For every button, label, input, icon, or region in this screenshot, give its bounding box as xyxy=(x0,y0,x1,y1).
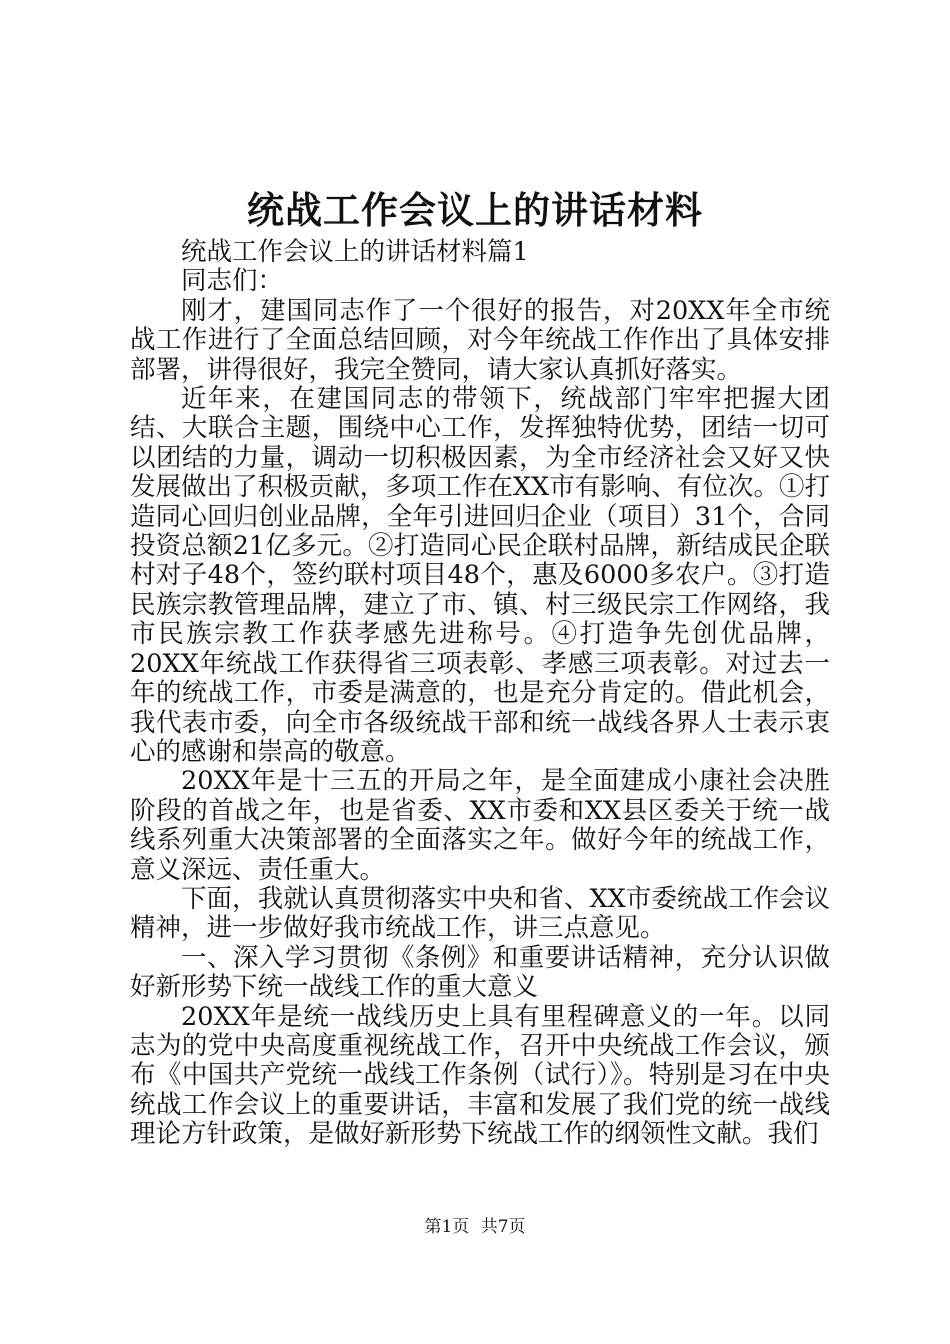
salutation: 同志们： xyxy=(181,266,284,297)
page-title: 统战工作会议上的讲话材料 xyxy=(247,188,703,232)
page-footer xyxy=(0,1216,950,1238)
paragraph: 20XX年是十三五的开局之年，是全面建成小康社会决胜阶段的首战之年，也是省委、XX市委和XX县区委关于统一战线系列重大决策部署的全面落实之年。做好今年的统战工作，意义深远、责任重大。 xyxy=(130,766,830,885)
paragraph: 刚才，建国同志作了一个很好的报告，对20XX年全市统战工作进行了全面总结回顾，对今年统战工作作出了具体安排部署，讲得很好，我完全赞同，请大家认真抓好落实。 xyxy=(130,295,830,385)
paragraph: 近年来，在建国同志的带领下，统战部门牢牢把握大团结、大联合主题，围绕中心工作，发挥独特优势，团结一切可以团结的力量，调动一切积极因素，为全市经济社会又好又快发展做出了积极贡献，多项工作在XX市有影响、有位次。①打造同心回归创业品牌，全年引进回归企业（项目）31个，合同投资总额21亿多元。②打造同心民企联村品牌，新结成民企联村对子48个，签约联村项目48个，惠及6000多农户。③打造民族宗教管理品牌，建立了市、镇、村三级民宗工作网络，我市民族宗教工作获孝感先进称号。④打造争先创优品牌，20XX年统战工作获得省三项表彰、孝感三项表彰。对过去一年的统战工作，市委是满意的，也是充分肯定的。借此机会，我代表市委，向全市各级统战干部和统一战线各界人士表示衷心的感谢和崇高的敬意。 xyxy=(130,384,830,767)
document-body xyxy=(130,238,830,1150)
section-subheading: 一、深入学习贯彻《条例》和重要讲话精神，充分认识做好新形势下统一战线工作的重大意义 xyxy=(130,942,830,1003)
paragraph: 下面，我就认真贯彻落实中央和省、XX市委统战工作会议精神，进一步做好我市统战工作，讲三点意见。 xyxy=(130,883,830,944)
page-number: 第1页 xyxy=(424,1217,470,1237)
section-heading: 统战工作会议上的讲话材料篇1 xyxy=(181,237,529,267)
paragraph: 20XX年是统一战线历史上具有里程碑意义的一年。以同志为的党中央高度重视统战工作，召开中央统战工作会议，颁布《中国共产党统一战线工作条例（试行）》。特别是习在中央统战工作会议上的重要讲话，丰富和发展了我们党的统一战线理论方针政策，是做好新形势下统战工作的纲领性文献。我们 xyxy=(130,1001,830,1150)
page-total: 共7页 xyxy=(480,1217,526,1237)
